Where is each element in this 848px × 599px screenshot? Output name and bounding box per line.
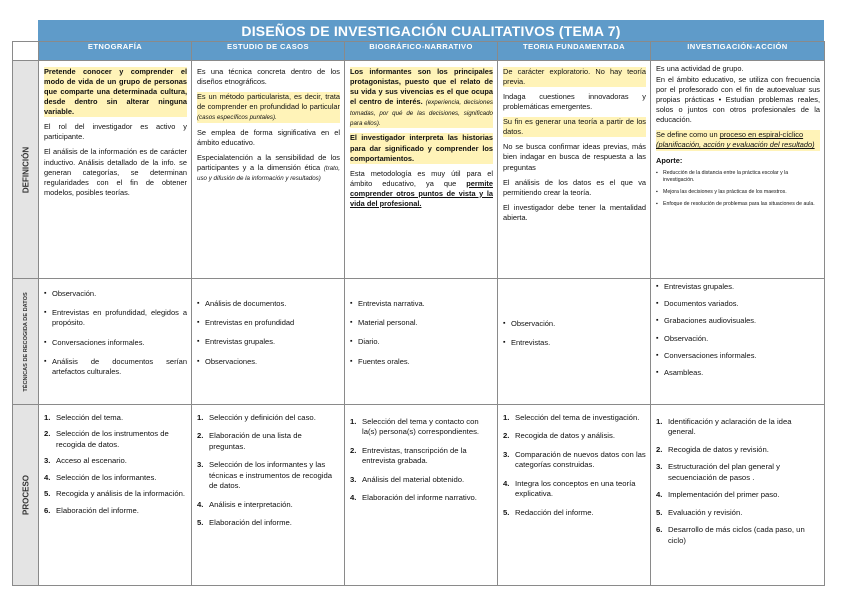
- text-block: El rol del investigador es activo y participante.: [44, 122, 187, 142]
- column-header-biografico: BIOGRÁFICO-NARRATIVO: [345, 42, 498, 61]
- list-item: 1. Selección del tema.: [44, 413, 124, 422]
- list-item: 1. Selección del tema de investigación.: [503, 413, 640, 422]
- list-item: 4. Análisis e interpretación.: [197, 499, 293, 509]
- proceso-casos: [192, 405, 345, 586]
- list-item: ▪ Entrevistas grupales.: [197, 337, 340, 347]
- list-item: ▪ Análisis de documentos.: [197, 299, 340, 309]
- definicion-teoria: [498, 61, 651, 279]
- row-header-definicion: DEFINICIÓN: [13, 61, 39, 279]
- tecnicas-accion: [651, 279, 825, 405]
- list-item: 2. Entrevistas, transcripción de la entrevista grabada.: [350, 445, 467, 466]
- list-item: ▪ Fuentes orales.: [350, 357, 493, 367]
- list-item: ▪ Observación.: [656, 334, 820, 344]
- list-item: 3. Acceso al escenario.: [44, 456, 127, 466]
- definicion-etnografia: [39, 61, 192, 279]
- list-item: 5. Evaluación y revisión.: [656, 507, 743, 517]
- row-header-tecnicas: TÉCNICAS DE RECOGIDA DE DATOS: [13, 279, 39, 405]
- list-item: ▪ Entrevistas.: [503, 338, 646, 348]
- list-item: ▪ Material personal.: [350, 318, 493, 328]
- list-item: ▪ Documentos variados.: [656, 299, 820, 309]
- list-item: ▪ Grabaciones audiovisuales.: [656, 316, 820, 326]
- tecnicas-etnografia: [39, 279, 192, 405]
- list-item: ▪ Entrevistas en profundidad, elegidos a propósito.: [44, 308, 187, 328]
- text-block: Es una técnica concreta dentro de los diseños etnográficos.: [197, 67, 340, 87]
- text-block: El investigador interpreta las historias para dar significado y comprender los comportamientos.: [350, 133, 493, 163]
- list-item: 1. Selección y definición del caso.: [197, 413, 316, 422]
- text-block: Especialatención a la sensibilidad de los participantes y a la dimensión ética: [197, 152, 340, 172]
- text-block: El análisis de la información es de carácter inductivo. Análisis detallado de la info. se generan categorías, se determinan regularidades con el fin de obtener modelos, posibles teorías.: [44, 147, 187, 197]
- column-header-estudio-casos: ESTUDIO DE CASOS: [192, 42, 345, 61]
- text-block: Esta metodología es muy útil para el ámbito educativo, ya que: [350, 168, 493, 188]
- list-item: ▪ Asambleas.: [656, 368, 820, 378]
- text-block: De carácter exploratorio. No hay teoría previa.: [503, 67, 646, 87]
- list-item: 4. Elaboración del informe narrativo.: [350, 493, 477, 503]
- list-item: 3. Análisis del material obtenido.: [350, 474, 465, 484]
- text-block: Es una actividad de grupo.: [656, 64, 744, 73]
- list-item: 2. Recogida de datos y análisis.: [503, 431, 615, 441]
- list-item: ▪ Diario.: [350, 337, 493, 347]
- text-note: (experiencia, decisiones tomadas, por qué de las decisiones, significado para ellos).: [350, 99, 493, 128]
- list-item: ▪ Mejora las decisiones y las prácticas de los maestros.: [656, 189, 820, 196]
- list-item: 4. Integra los conceptos en una teoría explicativa.: [503, 478, 636, 499]
- list-item: ▪ Reducción de la distancia entre la práctica escolar y la investigación.: [656, 170, 820, 184]
- list-item: ▪ Observación.: [503, 319, 646, 329]
- column-header-teoria: TEORIA FUNDAMENTADA: [498, 42, 651, 61]
- text-note: (casos específicos puntales).: [197, 114, 277, 122]
- text-block: El investigador debe tener la mentalidad abierta.: [503, 202, 646, 222]
- definicion-biografico: [345, 61, 498, 279]
- document-sheet: [12, 20, 824, 588]
- list-item: 2. Selección de los instrumentos de recogida de datos.: [44, 429, 169, 449]
- text-block: Pretende conocer y comprender el modo de vida de un grupo de personas que comparte una determinada cultura, desde dentro sin alterar ninguna variable.: [44, 67, 187, 117]
- list-item: 6. Desarrollo de más ciclos (cada paso, un ciclo): [656, 525, 805, 545]
- definicion-casos: [192, 61, 345, 279]
- proceso-etnografia: [39, 405, 192, 586]
- list-item: 5. Recogida y análisis de la información.: [44, 489, 186, 499]
- page-title: DISEÑOS DE INVESTIGACIÓN CUALITATIVOS (TEMA 7): [38, 20, 824, 41]
- text-block: Su fin es generar una teoría a partir de los datos.: [503, 117, 646, 137]
- list-item: 3. Estructuración del plan general y secuenciación de pasos .: [656, 462, 780, 482]
- list-item: ▪ Conversaciones informales.: [656, 351, 820, 361]
- tecnicas-teoria: [498, 279, 651, 405]
- text-block: permite comprender otros puntos de vista y la vida del profesional.: [350, 178, 493, 208]
- tecnicas-casos: [192, 279, 345, 405]
- list-item: ▪ Enfoque de resolución de problemas para las situaciones de aula.: [656, 201, 820, 208]
- text-block: Se emplea de forma significativa en el ámbito educativo.: [197, 127, 340, 147]
- text-block: proceso en espiral-cíclico: [719, 130, 804, 140]
- list-item: 5. Redacción del informe.: [503, 507, 594, 517]
- list-item: 5. Elaboración del informe.: [197, 518, 292, 528]
- list-item: ▪ Entrevistas en profundidad: [197, 318, 340, 328]
- tecnicas-biografico: [345, 279, 498, 405]
- list-item: 1. Selección del tema y contacto con la(s) persona(s) correspondientes.: [350, 417, 480, 437]
- list-item: 2. Elaboración de una lista de preguntas.: [197, 431, 302, 451]
- aporte-label: Aporte:: [656, 155, 683, 165]
- list-item: 1. Identificación y aclaración de la idea general.: [656, 417, 792, 437]
- list-item: 3. Selección de los informantes y las técnicas e instrumentos de recogida de datos.: [197, 460, 333, 491]
- text-note: (planificación, acción y evaluación del resultado): [656, 140, 815, 150]
- proceso-teoria: [498, 405, 651, 586]
- text-block: El análisis de los datos es el que va permitiendo crear la teoría.: [503, 177, 646, 197]
- text-block: Es un método particularista, es decir, trata de comprender en profundidad lo particular: [197, 92, 340, 112]
- text-note: (trato, uso y difusión de la información y resultados): [197, 164, 340, 183]
- proceso-accion: [651, 405, 825, 586]
- list-item: ▪ Observaciones.: [197, 357, 340, 367]
- list-item: 6. Elaboración del informe.: [44, 505, 139, 515]
- list-item: ▪ Análisis de documentos serían artefactos culturales.: [44, 357, 187, 377]
- definicion-accion: [651, 61, 825, 279]
- list-item: 4. Selección de los informantes.: [44, 472, 157, 482]
- text-block: Se define como un: [656, 130, 718, 140]
- list-item: ▪ Conversaciones informales.: [44, 338, 187, 348]
- list-item: ▪ Observación.: [44, 289, 187, 299]
- list-item: 3. Comparación de nuevos datos con las categorías construidas.: [503, 449, 646, 470]
- text-block: Indaga cuestiones innovadoras y problemáticas emergentes.: [503, 92, 646, 112]
- column-header-accion: INVESTIGACIÓN-ACCIÓN: [651, 42, 825, 61]
- text-block: Los informantes son los principales protagonistas, puesto que el relato de su vida y sus vivencias es el que ocupa el centro de interés.: [350, 67, 493, 107]
- column-header-etnografia: ETNOGRAFÍA: [39, 42, 192, 61]
- list-item: 4. Implementación del primer paso.: [656, 490, 780, 500]
- proceso-biografico: [345, 405, 498, 586]
- list-item: ▪ Entrevista narrativa.: [350, 299, 493, 309]
- text-block: En el ámbito educativo, se utiliza con frecuencia por el profesorado con el fin de autoevaluar sus propias prácticas • Estudian problemas reales, solos o juntos con otros profesionales de la educación.: [656, 75, 820, 125]
- list-item: 2. Recogida de datos y revisión.: [656, 444, 769, 454]
- list-item: ▪ Entrevistas grupales.: [656, 282, 820, 292]
- row-header-proceso: PROCESO: [13, 405, 39, 586]
- table-corner: [13, 42, 39, 61]
- text-block: No se busca confirmar ideas previas, más bien indagar en busca de respuesta a las preguntas: [503, 142, 646, 172]
- comparison-table: [12, 41, 825, 586]
